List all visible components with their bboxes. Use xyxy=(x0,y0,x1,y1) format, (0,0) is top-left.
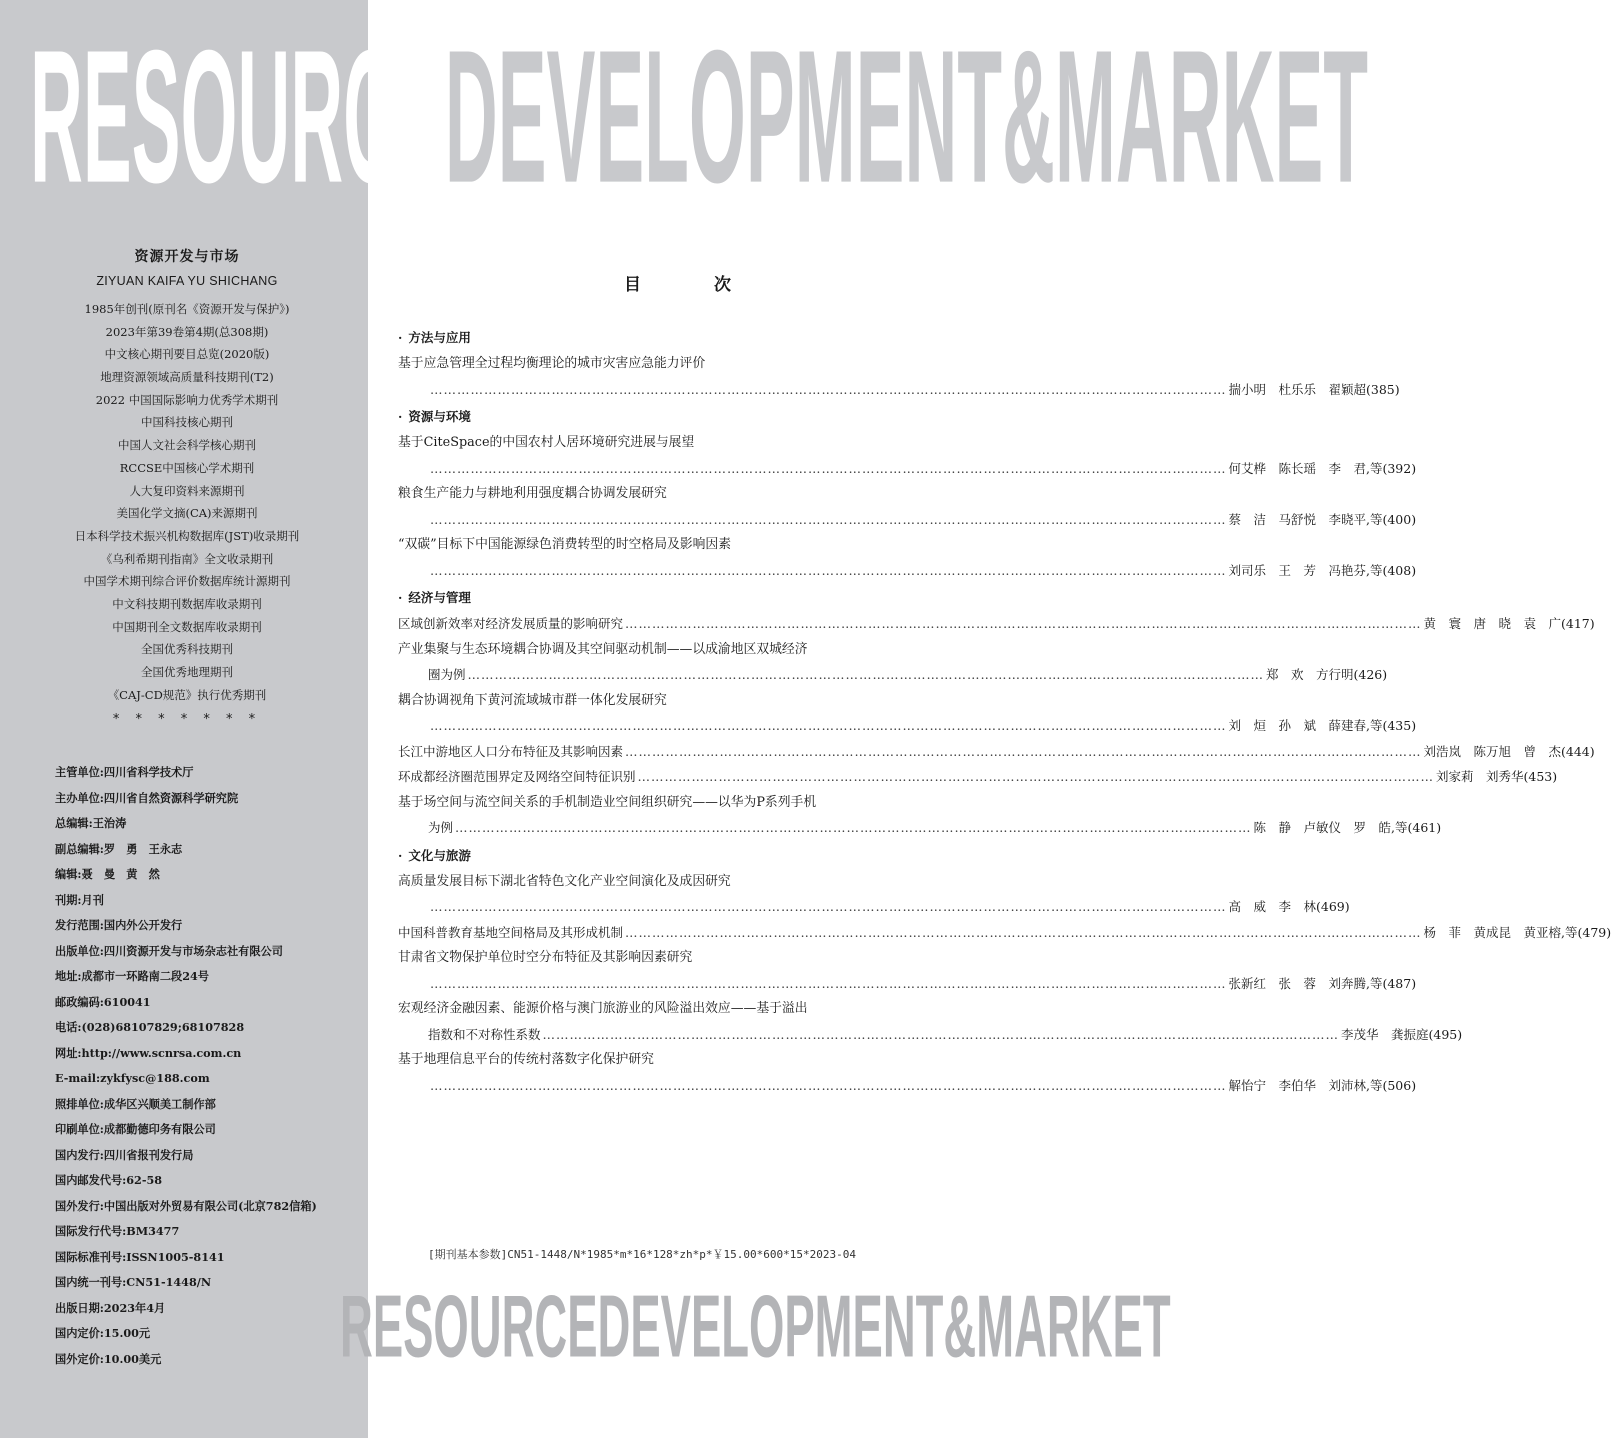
article-byline xyxy=(398,507,1417,533)
toc-heading: 目 次 xyxy=(624,275,759,295)
leader-dots xyxy=(430,456,1227,482)
toc-article xyxy=(398,920,1611,946)
article-byline xyxy=(398,1073,1417,1099)
article-byline xyxy=(398,456,1417,482)
article-authors-page: 杨 菲 黄成昆 黄亚榕,等(479) xyxy=(1423,924,1611,940)
article-byline xyxy=(398,894,1350,920)
article-title: 甘肃省文物保护单位时空分布特征及其影响因素研究 xyxy=(398,950,693,965)
leader-dots xyxy=(468,662,1265,688)
masthead-row: 副总编辑:罗 勇 王永志 xyxy=(55,841,183,856)
toc-article xyxy=(398,1047,1417,1098)
toc-section-title: · 文化与旅游 xyxy=(398,843,988,869)
toc-article xyxy=(398,945,1417,996)
article-byline xyxy=(398,815,1442,841)
leader-dots xyxy=(625,611,1422,637)
toc-article xyxy=(398,996,1463,1047)
masthead-row: 总编辑:王治涛 xyxy=(55,816,127,830)
article-authors-page: 刘家莉 刘秀华(453) xyxy=(1436,769,1558,784)
honor-line: 美国化学文摘(CA)来源期刊 xyxy=(116,506,258,521)
masthead-row: 电话:(028)68107829;68107828 xyxy=(55,1020,245,1034)
article-authors-page: 陈 静 卢敏仪 罗 皓,等(461) xyxy=(1253,820,1442,835)
honor-line: 全国优秀地理期刊 xyxy=(141,665,233,679)
article-authors-page: 刘 烜 孙 斌 薛建春,等(435) xyxy=(1228,718,1417,733)
article-title: 基于CiteSpace的中国农村人居环境研究进展与展望 xyxy=(398,435,695,450)
toc-article xyxy=(398,351,1400,402)
leader-dots xyxy=(625,920,1422,946)
masthead-row: 出版单位:四川资源开发与市场杂志社有限公司 xyxy=(55,943,283,958)
stars-divider: * * * * * * * xyxy=(112,712,262,728)
toc-section-title: · 经济与管理 xyxy=(398,585,988,611)
honor-line: 日本科学技术振兴机构数据库(JST)收录期刊 xyxy=(74,528,300,543)
masthead-row: 印刷单位:成都勤德印务有限公司 xyxy=(55,1122,216,1136)
leader-dots xyxy=(430,558,1227,584)
article-title: 基于场空间与流空间关系的手机制造业空间组织研究——以华为P系列手机 xyxy=(398,794,817,810)
toc-article xyxy=(398,430,1417,481)
article-title: 粮食生产能力与耕地利用强度耦合协调发展研究 xyxy=(398,486,667,501)
masthead-row: 地址:成都市一环路南二段24号 xyxy=(55,969,209,983)
toc-section-title: · 资源与环境 xyxy=(398,404,988,430)
toc-article xyxy=(398,764,1558,790)
leader-dots xyxy=(430,971,1227,997)
toc-article xyxy=(398,790,1442,841)
article-byline xyxy=(398,558,1417,584)
honor-line: 2022 中国国际影响力优秀学术期刊 xyxy=(95,392,279,407)
honor-line: 《乌利希期刊指南》全文收录期刊 xyxy=(100,551,274,566)
leader-dots xyxy=(430,894,1227,920)
article-title-end: 环成都经济圈范围界定及网络空间特征识别 xyxy=(398,769,636,784)
masthead-row: 国际标准刊号:ISSN1005-8141 xyxy=(55,1249,225,1264)
honor-line: 《CAJ-CD规范》执行优秀期刊 xyxy=(107,687,267,702)
article-title-end: 圈为例 xyxy=(428,667,466,682)
toc-section-title: · 方法与应用 xyxy=(398,325,988,351)
masthead-row: 出版日期:2023年4月 xyxy=(55,1300,166,1315)
article-title-end: 为例 xyxy=(428,820,454,835)
article-authors-page: 李茂华 龚振庭(495) xyxy=(1341,1026,1463,1042)
masthead-row: 国内发行:四川省报刊发行局 xyxy=(55,1147,194,1162)
honor-line: 全国优秀科技期刊 xyxy=(141,642,233,657)
leader-dots xyxy=(430,713,1227,739)
toc-article xyxy=(398,637,1388,688)
toc-article xyxy=(398,481,1417,532)
leader-dots xyxy=(543,1022,1340,1048)
article-authors-page: 张新红 张 蓉 刘奔腾,等(487) xyxy=(1228,975,1417,991)
article-title: 产业集聚与生态环境耦合协调及其空间驱动机制——以成渝地区双城经济 xyxy=(398,641,808,657)
masthead-row: 发行范围:国内外公开发行 xyxy=(55,918,183,932)
honor-line: 中国期刊全文数据库收录期刊 xyxy=(112,619,262,634)
honor-line: 1985年创刊(原刊名《资源开发与保护》) xyxy=(84,302,290,316)
masthead-row: 主办单位:四川省自然资源科学研究院 xyxy=(55,790,239,805)
honor-line: 中文核心期刊要目总览(2020版) xyxy=(104,347,270,362)
honor-line: RCCSE中国核心学术期刊 xyxy=(119,460,255,475)
masthead-row: 编辑:聂 曼 黄 然 xyxy=(55,867,160,881)
article-title-end: 指数和不对称性系数 xyxy=(428,1026,541,1042)
honor-line: 中国学术期刊综合评价数据库统计源期刊 xyxy=(83,574,291,589)
leader-dots xyxy=(430,507,1227,533)
toc-article xyxy=(398,532,1417,583)
article-title: 宏观经济金融因素、能源价格与澳门旅游业的风险溢出效应——基于溢出 xyxy=(398,1001,808,1016)
article-authors-page: 刘浩岚 陈万旭 曾 杰(444) xyxy=(1423,743,1595,759)
toc-article xyxy=(398,869,1350,920)
leader-dots xyxy=(638,764,1435,790)
article-authors-page: 解怡宁 李伯华 刘沛林,等(506) xyxy=(1228,1077,1417,1093)
masthead-row: 照排单位:成华区兴顺美工制作部 xyxy=(55,1096,216,1111)
masthead-row: 国外定价:10.00美元 xyxy=(55,1351,162,1366)
honor-line: 2023年第39卷第4期(总308期) xyxy=(105,324,269,339)
banner-top-part1: RESOURCE xyxy=(30,11,445,222)
leader-dots xyxy=(455,815,1252,841)
journal-params: [期刊基本参数]CN51-1448/N*1985*m*16*128*zh*p*￥15.00*600*15*2023-04 xyxy=(428,1248,856,1261)
leader-dots xyxy=(430,1073,1227,1099)
article-title-end: 区域创新效率对经济发展质量的影响研究 xyxy=(398,616,624,631)
masthead-row: 邮政编码:610041 xyxy=(55,994,151,1009)
banner-bottom: RESOURCEDEVELOPMENT&MARKET xyxy=(340,1276,1171,1376)
article-authors-page: 高 威 李 林(469) xyxy=(1228,899,1350,914)
article-byline xyxy=(398,739,1595,765)
honor-line: 中国人文社会科学核心期刊 xyxy=(118,438,256,453)
article-authors-page: 蔡 洁 马舒悦 李晓平,等(400) xyxy=(1228,511,1417,527)
article-title: 高质量发展目标下湖北省特色文化产业空间演化及成因研究 xyxy=(398,873,731,889)
article-title: 基于应急管理全过程均衡理论的城市灾害应急能力评价 xyxy=(398,356,706,371)
article-authors-page: 何艾桦 陈长瑶 李 君,等(392) xyxy=(1228,460,1417,476)
journal-title: 资源开发与市场 xyxy=(134,249,240,265)
honor-line: 中文科技期刊数据库收录期刊 xyxy=(112,596,262,611)
masthead-row: 国际发行代号:BM3477 xyxy=(55,1224,180,1238)
article-byline xyxy=(398,713,1417,739)
article-authors-page: 黄 寰 唐 晓 袁 广(417) xyxy=(1423,616,1595,631)
masthead-row: 国内邮发代号:62-58 xyxy=(55,1173,163,1187)
masthead-row: E-mail:zykfysc@188.com xyxy=(55,1071,210,1085)
article-byline xyxy=(398,920,1611,946)
article-authors-page: 刘司乐 王 芳 冯艳芬,等(408) xyxy=(1228,562,1417,578)
banner-top-part2: DEVELOPMENT&MARKET xyxy=(444,11,1369,222)
masthead-row: 国内统一刊号:CN51-1448/N xyxy=(55,1275,212,1289)
table-of-contents xyxy=(398,323,1611,1098)
honor-line: 地理资源领域高质量科技期刊(T2) xyxy=(100,370,274,385)
toc-article xyxy=(398,688,1417,739)
article-title-end: 中国科普教育基地空间格局及其形成机制 xyxy=(398,924,624,940)
article-byline xyxy=(398,764,1558,790)
journal-pinyin: ZIYUAN KAIFA YU SHICHANG xyxy=(96,274,278,288)
article-byline xyxy=(398,662,1388,688)
masthead-row: 网址:http://www.scnrsa.com.cn xyxy=(55,1045,242,1060)
masthead-row: 刊期:月刊 xyxy=(55,892,104,907)
toc-article xyxy=(398,739,1595,765)
journal-info xyxy=(52,246,322,731)
honor-line: 中国科技核心期刊 xyxy=(141,415,233,430)
honors-list xyxy=(52,298,322,706)
article-byline xyxy=(398,377,1400,403)
article-title: “双碳”目标下中国能源绿色消费转型的时空格局及影响因素 xyxy=(398,537,732,552)
article-byline xyxy=(398,1022,1463,1048)
masthead-row: 国内定价:15.00元 xyxy=(55,1326,151,1340)
honor-line: 人大复印资料来源期刊 xyxy=(129,483,245,498)
leader-dots xyxy=(625,739,1422,765)
article-authors-page: 揣小明 杜乐乐 翟颖超(385) xyxy=(1228,381,1400,397)
toc-article xyxy=(398,611,1595,637)
article-byline xyxy=(398,971,1417,997)
article-authors-page: 郑 欢 方行明(426) xyxy=(1266,667,1388,682)
banner-top xyxy=(30,11,1369,222)
article-title-end: 长江中游地区人口分布特征及其影响因素 xyxy=(398,743,624,759)
masthead xyxy=(55,760,367,1372)
article-title: 基于地理信息平台的传统村落数字化保护研究 xyxy=(398,1052,654,1067)
leader-dots xyxy=(430,377,1227,403)
article-byline xyxy=(398,611,1595,637)
article-title: 耦合协调视角下黄河流域城市群一体化发展研究 xyxy=(398,692,667,708)
masthead-row: 国外发行:中国出版对外贸易有限公司(北京782信箱) xyxy=(55,1198,317,1213)
masthead-row: 主管单位:四川省科学技术厅 xyxy=(55,765,194,779)
